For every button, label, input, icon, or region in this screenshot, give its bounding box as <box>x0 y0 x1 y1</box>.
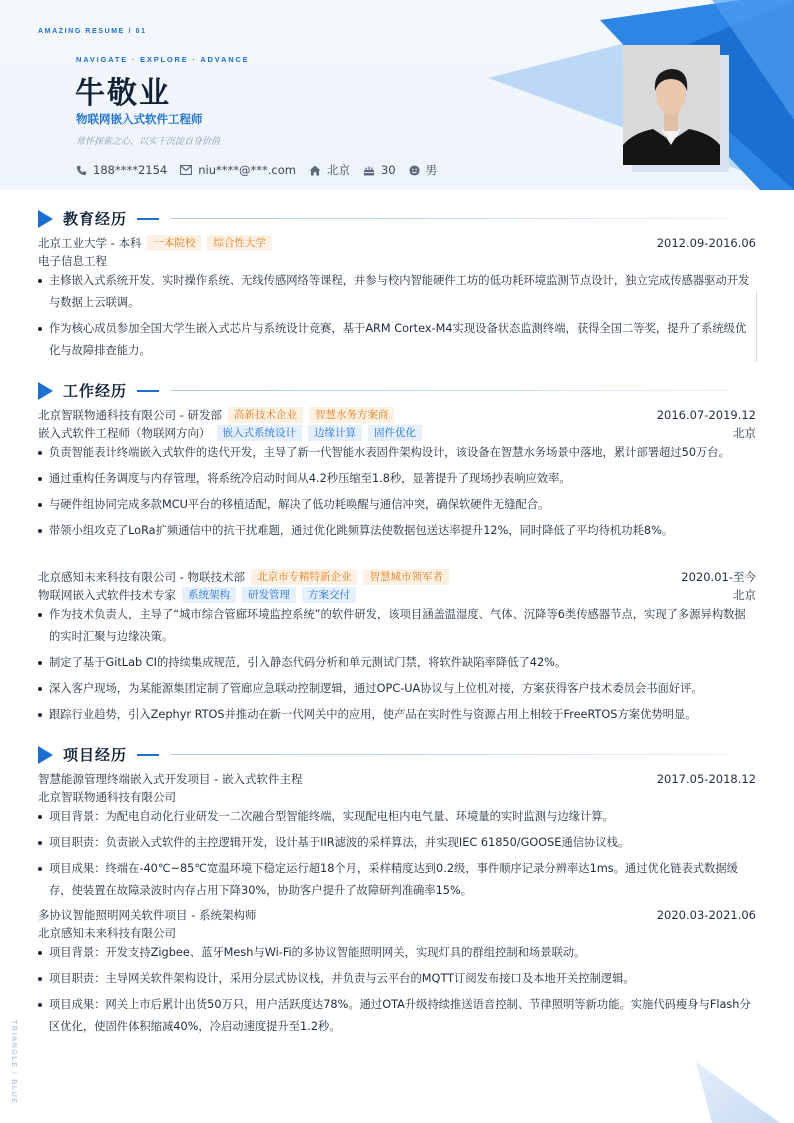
job-date: 2020.01-至今 <box>681 570 756 584</box>
project-row <box>38 771 756 787</box>
job-role-row <box>38 425 756 441</box>
mail-icon <box>180 165 192 175</box>
avatar <box>623 45 720 165</box>
list-item: 与硬件组协同完成多款MCU平台的移植适配，解决了低功耗唤醒与通信冲突，确保软硬件无缝配合。 <box>38 494 756 516</box>
company-tag: 智慧水务方案商 <box>309 407 395 423</box>
list-item: 通过重构任务调度与内存管理，将系统冷启动时间从4.2秒压缩至1.8秒，显著提升了现场抄表响应效率。 <box>38 468 756 490</box>
company-tag: 智慧城市领军者 <box>363 569 449 585</box>
list-item: 深入客户现场，为某能源集团定制了管廊应急联动控制逻辑，通过OPC-UA协议与上位机对接，方案获得客户技术委员会书面好评。 <box>38 678 756 700</box>
job-company-row <box>38 569 756 585</box>
job-role-row <box>38 587 756 603</box>
skill-tag: 边缘计算 <box>308 425 362 441</box>
side-label: TRIANGLE / BLUE <box>10 1020 17 1105</box>
education-bullets <box>38 270 756 366</box>
job-bullets <box>38 442 756 546</box>
education-date: 2012.09-2016.06 <box>656 236 756 250</box>
list-item: 跟踪行业趋势，引入Zephyr RTOS并推动在新一代网关中的应用，使产品在实时性与资源占用上相较于FreeRTOS方案优势明显。 <box>38 704 756 726</box>
list-item: 作为核心成员参加全国大学生嵌入式芯片与系统设计竞赛，基于ARM Cortex-M4实现设备状态监测终端，获得全国二等奖，提升了系统级优化与故障排查能力。 <box>38 318 756 362</box>
project-name: 智慧能源管理终端嵌入式开发项目 - 嵌入式软件主程 <box>38 772 303 786</box>
skill-tag: 研发管理 <box>242 587 296 603</box>
section-title: 工作经历 <box>63 382 128 400</box>
list-item: 项目背景：开发支持Zigbee、蓝牙Mesh与Wi-Fi的多协议智能照明网关，实现灯具的群组控制和场景联动。 <box>38 942 756 964</box>
list-item: 负责智能表计终端嵌入式软件的迭代开发，主导了新一代智能水表固件架构设计，该设备在智慧水务场景中落地，累计部署超过50万台。 <box>38 442 756 464</box>
list-item: 项目成果：网关上市后累计出货50万只，用户活跃度达78%。通过OTA升级持续推送语音控制、节律照明等新功能。实施代码瘦身与Flash分区优化，使固件体积缩减40%，冷启动速度提升至1.2秒。 <box>38 994 756 1038</box>
section-title: 教育经历 <box>63 210 128 228</box>
contact-age <box>363 163 396 177</box>
project-bullets <box>38 806 756 906</box>
list-item: 项目职责：主导网关软件架构设计，采用分层式协议栈，并负责与云平台的MQTT订阅发布接口及本地开关控制逻辑。 <box>38 968 756 990</box>
job-title: 物联网嵌入式软件工程师 <box>76 112 203 126</box>
company-tag: 高新技术企业 <box>228 407 303 423</box>
section-divider <box>171 754 728 755</box>
list-item: 项目职责：负责嵌入式软件的主控逻辑开发，设计基于IIR滤波的采样算法，并实现IEC 61850/GOOSE通信协议栈。 <box>38 832 756 854</box>
skill-tag: 嵌入式系统设计 <box>217 425 303 441</box>
project-date: 2020.03-2021.06 <box>656 908 756 922</box>
job-city: 北京 <box>733 426 756 440</box>
company-name: 北京智联物通科技有限公司 - 研发部 <box>38 408 222 422</box>
section-divider <box>171 218 728 219</box>
list-item: 主修嵌入式系统开发、实时操作系统、无线传感网络等课程，并参与校内智能硬件工坊的低功耗环境监测节点设计，独立完成传感器驱动开发与数据上云联调。 <box>38 270 756 314</box>
project-company: 北京感知未来科技有限公司 <box>38 926 176 940</box>
project-date: 2017.05-2018.12 <box>656 772 756 786</box>
job-company-row <box>38 407 756 423</box>
cake-icon <box>363 165 375 176</box>
contact-city <box>309 162 350 178</box>
nav-tagline: NAVIGATE · EXPLORE · ADVANCE <box>76 55 250 64</box>
phone-icon <box>76 165 87 176</box>
skill-tag: 系统架构 <box>182 587 236 603</box>
company-name: 北京感知未来科技有限公司 - 物联技术部 <box>38 570 245 584</box>
project-bullets <box>38 942 756 1042</box>
project-company: 北京智联物通科技有限公司 <box>38 790 176 804</box>
list-item: 项目背景：为配电自动化行业研发一二次融合型智能终端，实现配电柜内电气量、环境量的实时监测与边缘计算。 <box>38 806 756 828</box>
section-dash <box>137 754 159 756</box>
phone-number: 188****2154 <box>93 163 168 177</box>
section-dash <box>137 390 159 392</box>
education-section-header <box>38 208 728 229</box>
email-address: niu****@***.com <box>198 163 296 177</box>
company-tag: 北京市专精特新企业 <box>251 569 358 585</box>
list-item: 制定了基于GitLab CI的持续集成规范，引入静态代码分析和单元测试门禁，将软件缺陷率降低了42%。 <box>38 652 756 674</box>
school-tag: 综合性大学 <box>207 235 272 251</box>
major: 电子信息工程 <box>38 254 107 268</box>
list-item: 作为技术负责人，主导了“城市综合管廊环境监控系统”的软件研发，该项目涵盖温湿度、气体、沉降等6类传感器节点，实现了多源异构数据的实时汇聚与边缘决策。 <box>38 604 756 648</box>
section-dash <box>137 218 159 220</box>
profile-photo <box>623 45 720 165</box>
smiley-icon <box>409 165 420 176</box>
city: 北京 <box>326 163 350 177</box>
job-city: 北京 <box>733 588 756 602</box>
school-tag: 一本院校 <box>147 235 201 251</box>
section-triangle-icon <box>38 382 53 400</box>
job-role: 嵌入式软件工程师（物联网方向） <box>38 426 211 440</box>
education-row <box>38 235 756 251</box>
vertical-rule <box>756 292 757 362</box>
age: 30 <box>380 163 396 177</box>
list-item: 带领小组攻克了LoRa扩频通信中的抗干扰难题，通过优化跳频算法使数据包送达率提升12%，同时降低了平均待机功耗8%。 <box>38 520 756 542</box>
footer-triangle-decor <box>690 1060 794 1123</box>
project-row <box>38 907 756 923</box>
section-divider <box>171 390 728 391</box>
gender: 男 <box>425 163 438 177</box>
job-date: 2016.07-2019.12 <box>656 408 756 422</box>
projects-section-header <box>38 744 728 765</box>
list-item: 项目成果：终端在-40℃~85℃宽温环境下稳定运行超18个月，采样精度达到0.2级，事件顺序记录分辨率达1ms。通过优化链表式数据缓存，使装置在故障录波时内存占用下降30%，协助客户提升了故障研判准确率15%。 <box>38 858 756 902</box>
contact-email <box>180 163 296 177</box>
work-section-header <box>38 380 728 401</box>
contact-gender <box>409 162 438 178</box>
contact-bar <box>76 162 450 178</box>
skill-tag: 方案交付 <box>302 587 356 603</box>
home-icon <box>309 165 321 176</box>
contact-phone <box>76 163 167 177</box>
job-bullets <box>38 604 756 730</box>
section-triangle-icon <box>38 210 53 228</box>
section-title: 项目经历 <box>63 746 128 764</box>
school-name: 北京工业大学 - 本科 <box>38 236 142 250</box>
project-name: 多协议智能照明网关软件项目 - 系统架构师 <box>38 908 257 922</box>
motto: 常怀探索之心，以实干沉淀自身价值 <box>76 137 221 147</box>
resume-kicker: AMAZING RESUME / 01 <box>38 28 147 35</box>
skill-tag: 固件优化 <box>368 425 422 441</box>
job-role: 物联网嵌入式软件技术专家 <box>38 588 176 602</box>
candidate-name: 牛敬业 <box>75 76 171 111</box>
section-triangle-icon <box>38 746 53 764</box>
